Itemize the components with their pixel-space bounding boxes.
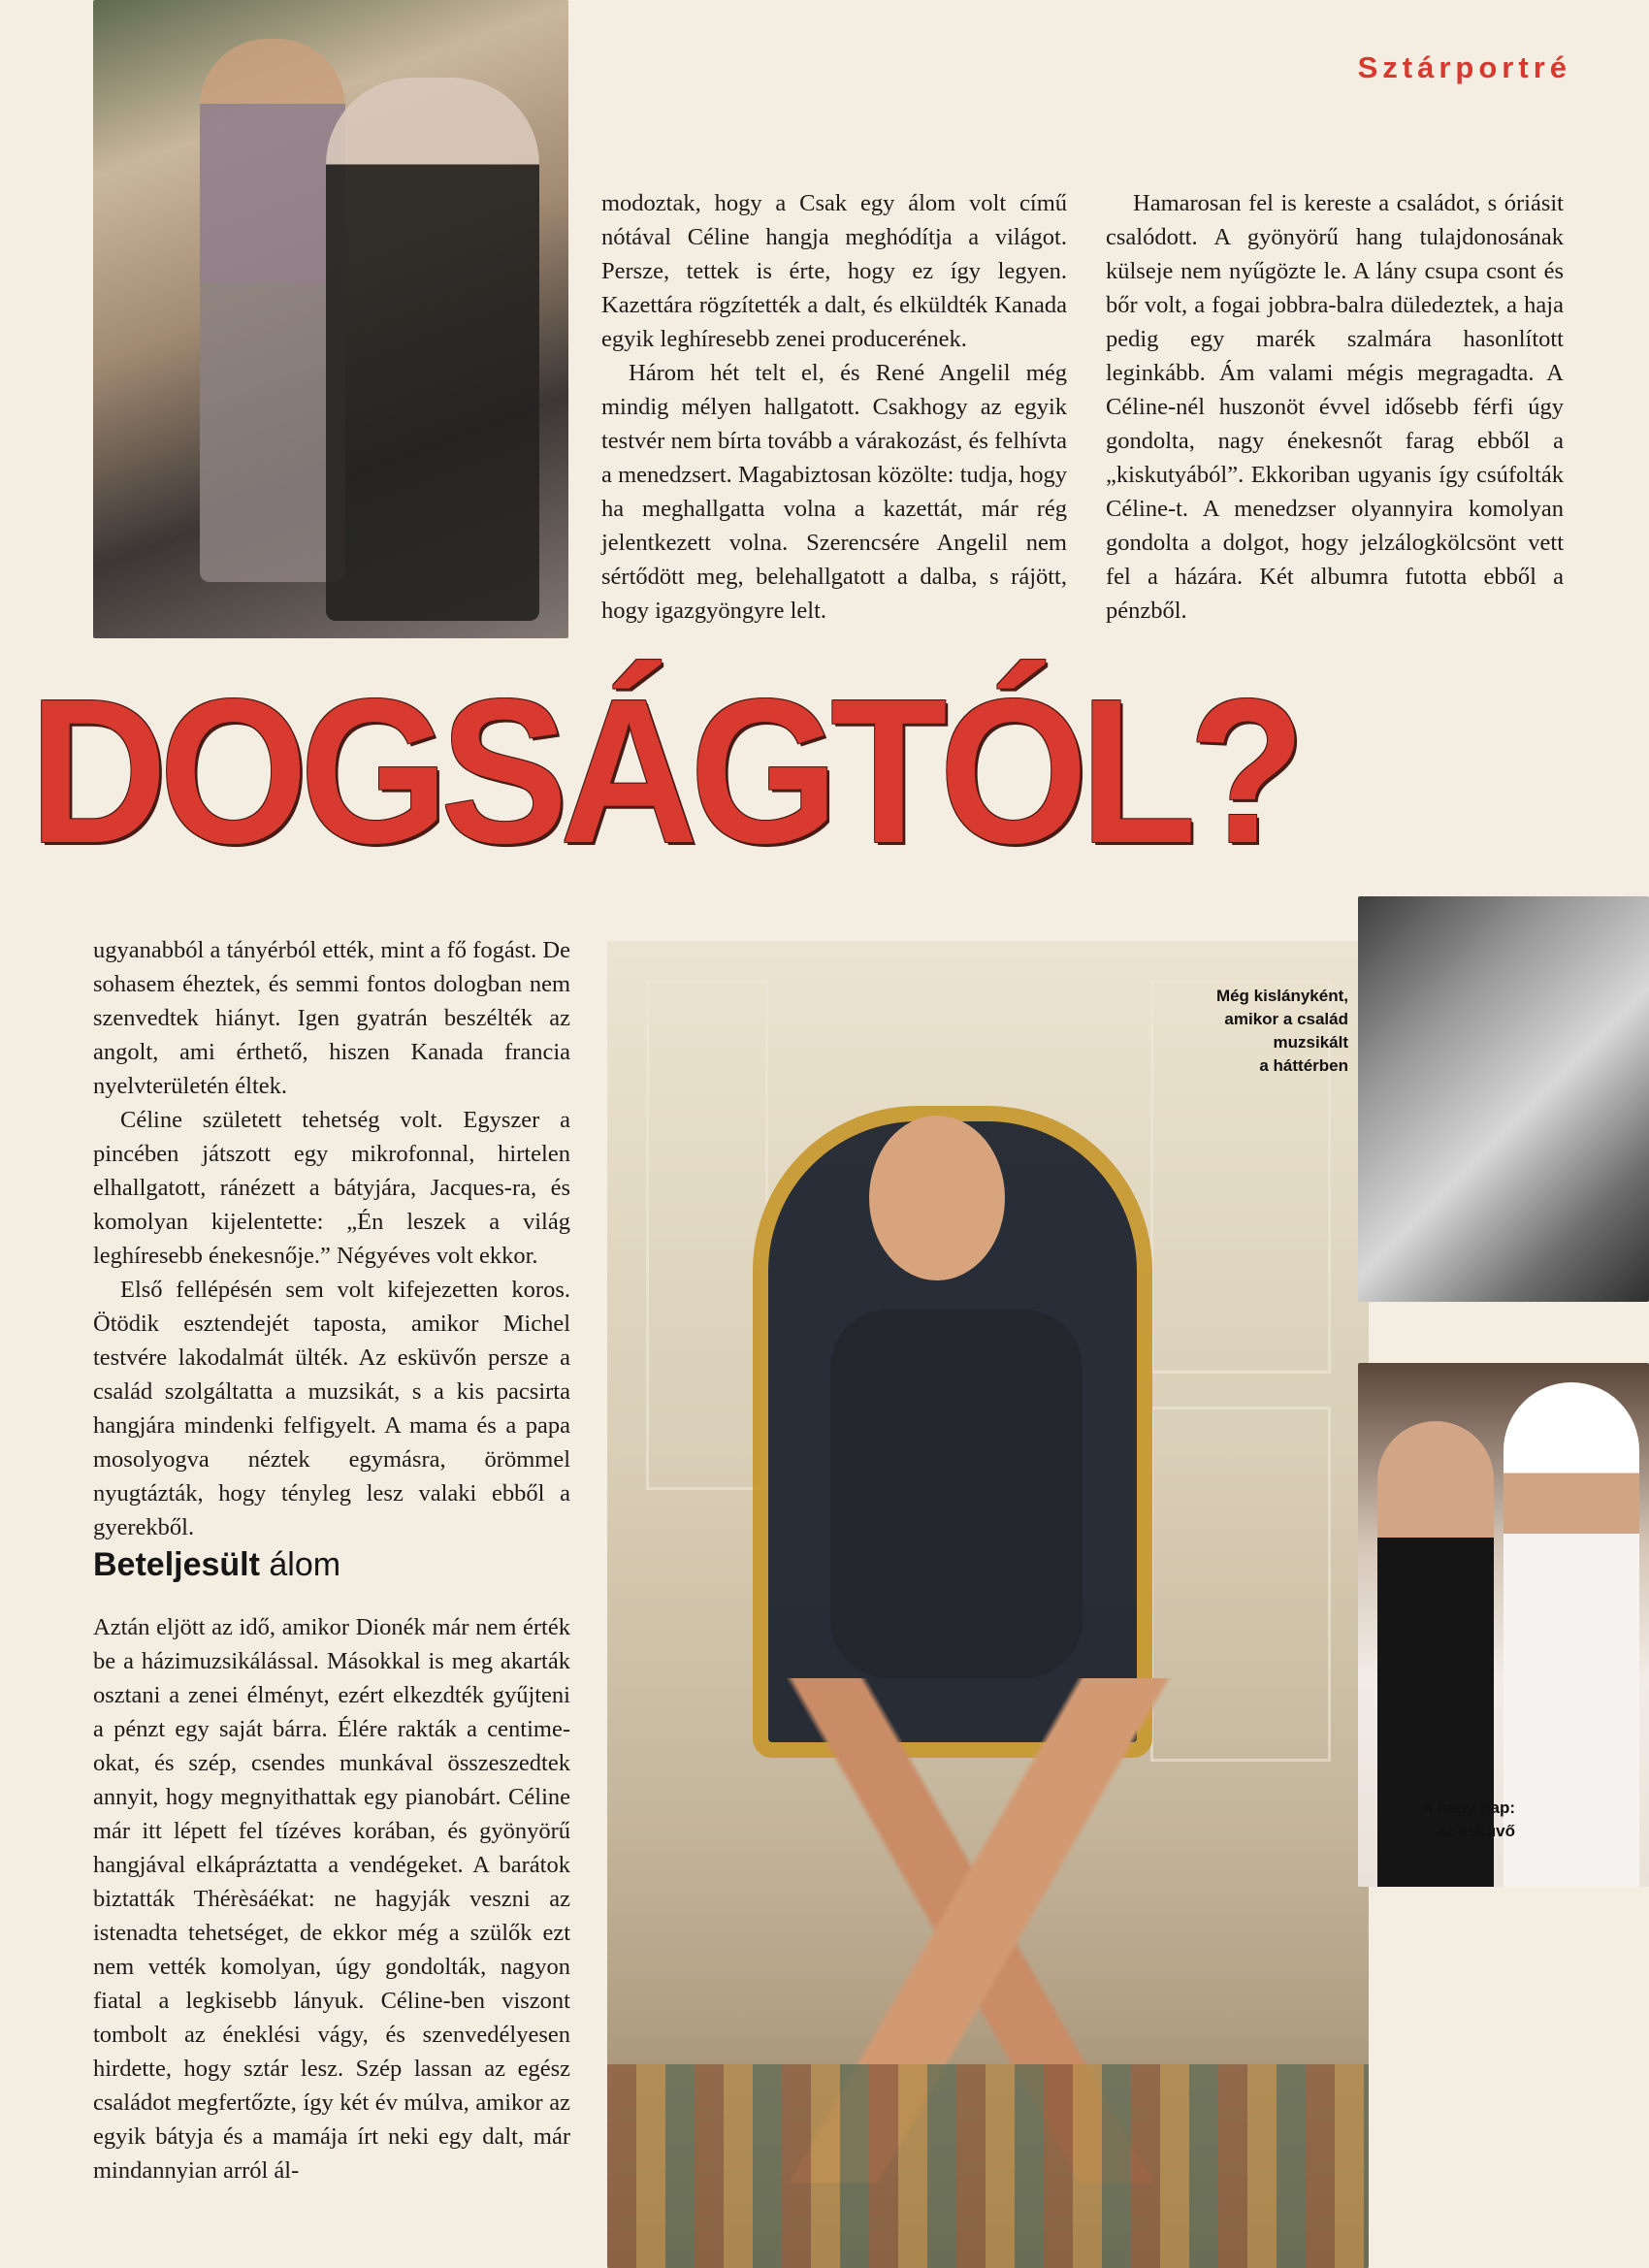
text-column-left-lower <box>93 1610 570 2187</box>
subheading <box>93 1544 340 1585</box>
caption-line: amikor a család <box>1224 1010 1348 1028</box>
subheading-bold: Beteljesült <box>93 1546 260 1583</box>
paragraph: Hamarosan fel is kereste a családot, s óriásit csalódott. A gyönyörű hang tulajdonosának külseje nem nyűgözte le. A lány csupa csont és bőr volt, a fogai jobbra-balra düledeztek, a haja pedig egy marék szalmára hasonlított leginkább. Ám valami mégis megragadta. A Céline-nél huszonöt évvel idősebb férfi úgy gondolta, nagy énekesnőt farag ebből a „kiskutyából”. Ekkoriban ugyanis így csúfolták Céline-t. A menedzser olyannyira komolyan gondolta a dolgot, hogy jelzálogkölcsönt vett fel a házára. Két albumra futotta ebből a pénzből. <box>1106 190 1564 624</box>
section-label: Sztárportré <box>1357 50 1571 84</box>
paragraph: Aztán eljött az idő, amikor Dionék már nem érték be a házimuzsikálással. Másokkal is meg akarták osztani a zenei élményt, ezért elkezdték gyűjteni a pénzt egy saját bárra. Élére rakták a centime-okat, és szép, csendes munkával összeszedtek annyit, hogy megnyithattak egy pianobárt. Céline már itt lépett fel tízéves korában, és gyönyörű hangjával elkápráztatta a vendégeket. A barátok biztatták Thérèsáékat: ne hagyják veszni az istenadta tehetséget, de ekkor még a szülők ezt nem vették komolyan, úgy gondolták, nagyon fiatal a legkisebb lányuk. Céline-ben viszont tombolt az éneklési vágy, és szenvedélyesen hirdette, hogy sztár lesz. Szép lassan az egész családot megfertőzte, így két év múlva, amikor az egyik bátyja és a mamája írt neki egy dalt, már mindannyian arról ál- <box>93 1614 570 2184</box>
caption-line: a háttérben <box>1259 1056 1348 1075</box>
photo-figure-head <box>869 1116 1005 1280</box>
paragraph: Céline született tehetség volt. Egyszer a pincében játszott egy mikrofonnal, hirtelen elhallgatott, ránézett a bátyjára, Jacques-ra, és komolyan kijelentette: „Én leszek a világ leghíresebb énekesnője.” Négyéves volt ekkor. <box>93 1107 570 1269</box>
text-column-top-middle <box>601 186 1067 628</box>
paragraph: Három hét telt el, és René Angelil még mindig mélyen hallgatott. Csakhogy az egyik testvér nem bírta tovább a várakozást, és felhívta a menedzsert. Magabiztosan közölte: tudja, hogy ha meghallgatta volna a kazettát, már rég jelentkezett volna. Szerencsére Angelil nem sértődött meg, belehallgatott a dalba, s rájött, hogy igazgyöngyre lelt. <box>601 360 1067 624</box>
paragraph: modoztak, hogy a Csak egy álom volt című nótával Céline hangja meghódítja a világot. Persze, tettek is érte, hogy ez így legyen. Kazettára rögzítették a dalt, és elküldték Kanada egyik leghíresebb zenei producerének. <box>601 190 1067 352</box>
caption-line: muzsikált <box>1273 1033 1348 1052</box>
text-column-top-right <box>1106 186 1564 628</box>
caption-line: az esküvő <box>1436 1822 1515 1840</box>
wall-panel <box>646 980 768 1490</box>
photo-figure-bride <box>1504 1382 1639 1887</box>
photo-figure-dress <box>830 1310 1083 1678</box>
top-photo <box>93 0 568 638</box>
text-column-left <box>93 933 570 1544</box>
main-photo <box>607 941 1369 2268</box>
subheading-regular: álom <box>259 1546 341 1583</box>
caption-line: Még kislányként, <box>1215 987 1348 1005</box>
family-photo <box>1358 896 1649 1302</box>
headline: DOGSÁGTÓL? <box>29 656 1298 886</box>
photo-figure-woman <box>200 39 345 582</box>
caption-line: A nagy nap: <box>1421 1798 1515 1817</box>
paragraph: ugyanabból a tányérból ették, mint a fő fogást. De sohasem éheztek, és semmi fontos dologban nem szenvedtek hiányt. Igen gyatrán beszélték az angolt, ami érthető, hiszen Kanada francia nyelvterületén éltek. <box>93 937 570 1099</box>
paragraph: Első fellépésén sem volt kifejezetten koros. Ötödik esztendejét taposta, amikor Michel testvére lakodalmát ülték. Az esküvőn persze a család szolgáltatta a muzsikát, s a kis pacsirta hangjára mindenki felfigyelt. A mama és a papa mosolyogva néztek egymásra, örömmel nyugtázták, hogy tényleg lesz valaki ebből a gyerekből. <box>93 1277 570 1540</box>
caption-wedding-photo <box>1370 1797 1515 1843</box>
photo-figure-man <box>326 78 539 621</box>
caption-family-photo <box>1154 985 1348 1078</box>
rug <box>607 2064 1369 2268</box>
